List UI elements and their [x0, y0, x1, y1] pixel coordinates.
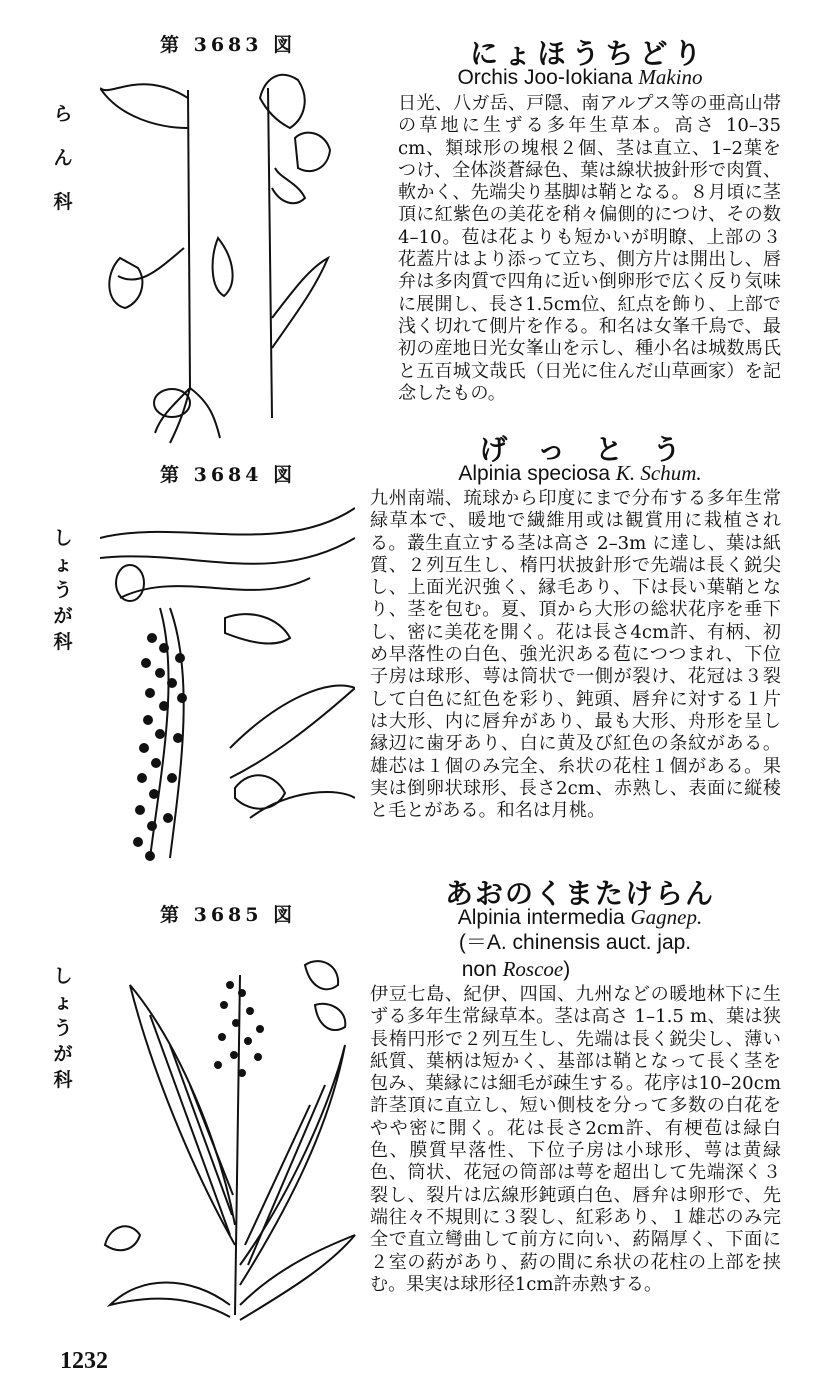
author: Gagnep. — [630, 905, 703, 929]
author: Makino — [638, 65, 703, 89]
synonym-line: (＝A. chinensis auct. jap. — [458, 931, 692, 954]
japanese-name: あおのくまたけらん — [444, 877, 715, 910]
genus-species: Alpinia speciosa — [458, 462, 611, 485]
genus-species: Orchis Joo-Iokiana — [457, 66, 633, 89]
family-label: しょうが科 — [53, 527, 73, 653]
synonym-continued — [416, 956, 616, 983]
alpinia-speciosa-illustration — [100, 498, 355, 878]
figure-number: 第 3685 図 — [160, 904, 297, 926]
family-label: しょうが科 — [53, 965, 73, 1091]
synonym — [410, 930, 740, 956]
scientific-name — [410, 904, 750, 931]
page-number: 1232 — [60, 1348, 108, 1374]
synonym-author: Roscoe — [502, 957, 564, 981]
genus-species: Alpinia intermedia — [457, 906, 625, 929]
figure-number: 第 3683 図 — [160, 34, 297, 56]
japanese-name: げ っ と う — [479, 433, 691, 466]
scientific-name — [410, 64, 750, 91]
alpinia-intermedia-illustration — [90, 945, 360, 1325]
scientific-name — [410, 460, 750, 487]
author: K. Schum. — [615, 461, 702, 485]
description: 日光、八ガ岳、戸隠、南アルプス等の亜高山帯の草地に生ずる多年生草本。高さ 10–35 cm、類球形の塊根２個、茎は直立、1–2葉をつけ、全体淡蒼緑色、葉は線状披針形で肉質、軟かく、先端尖り基脚は鞘となる。８月頃に茎頂に紅紫色の美花を稍々偏側的につけ、その数4–10。苞は花よりも短かいが明瞭、上部の３花蓋片はより添って立ち、側方片は開出し、唇弁は多肉質で四角に近い倒卵形で広く反り気味に展開し、長さ1.5cm位、紅点を飾り、上部で浅く切れて側片を作る。和名は女峯千鳥で、最初の産地日光女峯山を示し、種小名は城数馬氏と五百城文哉氏（日光に住んだ山草画家）を記念したもの。 — [398, 93, 781, 404]
orchis-illustration — [100, 58, 360, 448]
synonym-close: ) — [563, 958, 571, 981]
description: 九州南端、琉球から印度にまで分布する多年生常緑草本で、暖地で繊維用或は観賞用に栽植される。叢生直立する茎は高さ 2–3m に達し、葉は紙質、２列互生し、楕円状披針形で先端は長く鋭尖し、上面光沢強く、縁毛あり、下は長い葉鞘となり、茎を包む。夏、頂から大形の総状花序を垂下し、密に美花を開く。花は長さ4cm許、有柄、初め早落性の白色、強光沢ある苞につつまれ、下位子房は球形、萼は筒状で一側が裂け、花冠は３裂して白色に紅色を彩り、鈍頭、唇弁に対する１片は大形、内に唇弁があり、最も大形、舟形を呈し縁辺に歯牙あり、白に黄及び紅色の条紋がある。雄芯は１個のみ完全、糸状の花柱１個がある。果実は倒卵状球形、長さ2cm、赤熟し、表面に縦稜と毛とがある。和名は月桃。 — [370, 488, 781, 822]
japanese-name: にょほうちどり — [470, 37, 708, 70]
family-label: らん科 — [53, 103, 73, 213]
description: 伊豆七島、紀伊、四国、九州などの暖地林下に生ずる多年生常緑草本。茎は高さ 1–1.5 m、葉は狭長楕円形で２列互生し、先端は長く鋭尖し、薄い紙質、葉柄は短かく、基部は鞘となって長く茎を包み、葉縁には細毛が疎生する。花序は10–20cm許茎頂に直立し、短い側枝を分って多数の白花をやや密に開く。花は長さ2cm許、有梗苞は緑白色、膜質早落性、下位子房は小球形、萼は黄緑色、筒状、花冠の筒部は萼を超出して先端深く３裂し、裂片は広線形鈍頭白色、唇弁は卵形で、先端往々不規則に３裂し、紅彩あり、１雄芯のみ完全で直立彎曲して前方に向い、葯隔厚く、下面に２室の葯があり、葯の間に糸状の花柱の上部を挟む。果実は球形径1cm許赤熟する。 — [370, 984, 781, 1295]
synonym-prefix: non — [461, 958, 497, 981]
figure-number: 第 3684 図 — [160, 464, 297, 486]
